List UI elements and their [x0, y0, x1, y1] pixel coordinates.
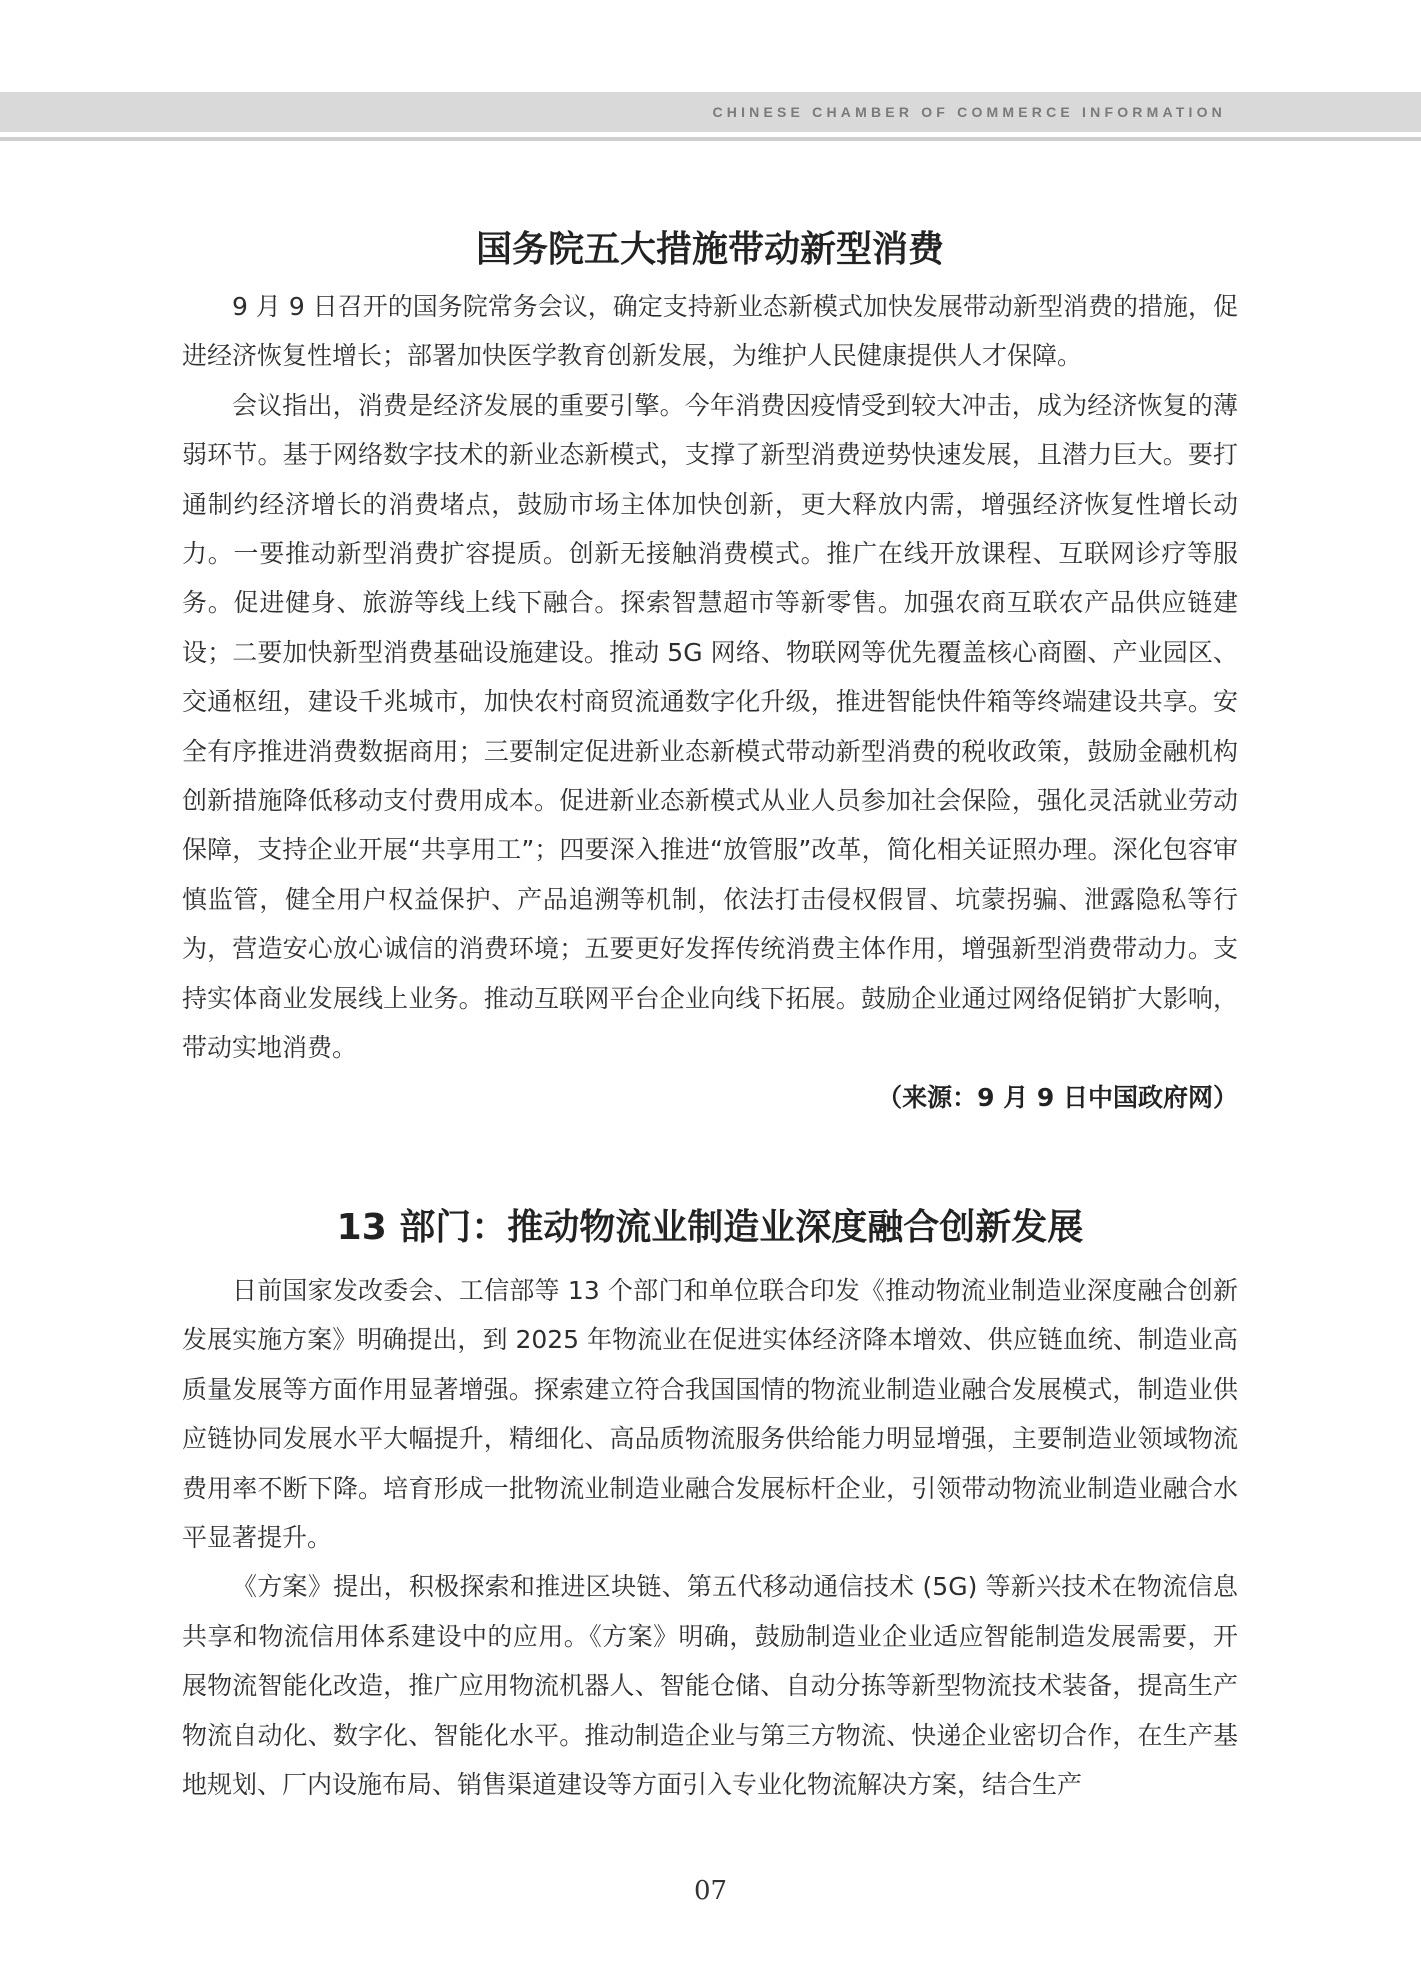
article-paragraph: 9 月 9 日召开的国务院常务会议，确定支持新业态新模式加快发展带动新型消费的措施，促进经济恢复性增长；部署加快医学教育创新发展，为维护人民健康提供人才保障。 [182, 292, 1238, 371]
header-divider [0, 137, 1421, 141]
article-state-council [182, 222, 1238, 1122]
article-paragraph: 《方案》提出，积极探索和推进区块链、第五代移动通信技术 (5G) 等新兴技术在物流信息共享和物流信用体系建设中的应用。《方案》明确，鼓励制造业企业适应智能制造发展需要，开展物流智能化改造，推广应用物流机器人、智能仓储、自动分拣等新型物流技术装备，提高生产物流自动化、数字化、智能化水平。推动制造企业与第三方物流、快递企业密切合作，在生产基地规划、厂内设施布局、销售渠道建设等方面引入专业化物流解决方案，结合生产 [182, 1572, 1238, 1800]
article-paragraph: 会议指出，消费是经济发展的重要引擎。今年消费因疫情受到较大冲击，成为经济恢复的薄弱环节。基于网络数字技术的新业态新模式，支撑了新型消费逆势快速发展，且潜力巨大。要打通制约经济增长的消费堵点，鼓励市场主体加快创新，更大释放内需，增强经济恢复性增长动力。一要推动新型消费扩容提质。创新无接触消费模式。推广在线开放课程、互联网诊疗等服务。促进健身、旅游等线上线下融合。探索智慧超市等新零售。加强农商互联农产品供应链建设；二要加快新型消费基础设施建设。推动 5G 网络、物联网等优先覆盖核心商圈、产业园区、交通枢纽，建设千兆城市，加快农村商贸流通数字化升级，推进智能快件箱等终端建设共享。安全有序推进消费数据商用；三要制定促进新业态新模式带动新型消费的税收政策，鼓励金融机构创新措施降低移动支付费用成本。促进新业态新模式从业人员参加社会保险，强化灵活就业劳动保障，支持企业开展“共享用工”；四要深入推进“放管服”改革，简化相关证照办理。深化包容审慎监管，健全用户权益保护、产品追溯等机制，依法打击侵权假冒、坑蒙拐骗、泄露隐私等行为，营造安心放心诚信的消费环境；五要更好发挥传统消费主体作用，增强新型消费带动力。支持实体商业发展线上业务。推动互联网平台企业向线下拓展。鼓励企业通过网络促销扩大影响，带动实地消费。 [182, 390, 1238, 1063]
article-title: 13 部门：推动物流业制造业深度融合创新发展 [336, 1207, 1084, 1248]
page-number: 07 [693, 1876, 728, 1906]
article-paragraph: 日前国家发改委会、工信部等 13 个部门和单位联合印发《推动物流业制造业深度融合创新发展实施方案》明确提出，到 2025 年物流业在促进实体经济降本增效、供应链血统、制造业高质量发展等方面作用显著增强。探索建立符合我国国情的物流业制造业融合发展模式，制造业供应链协同发展水平大幅提升，精细化、高品质物流服务供给能力明显增强，主要制造业领域物流费用率不断下降。培育形成一批物流业制造业融合发展标杆企业，引领带动物流业制造业融合水平显著提升。 [182, 1276, 1238, 1553]
article-title: 国务院五大措施带动新型消费 [475, 229, 944, 270]
article-logistics [182, 1200, 1238, 1809]
article-source: （来源：9 月 9 日中国政府网） [877, 1082, 1238, 1112]
running-title: CHINESE CHAMBER OF COMMERCE INFORMATION [712, 104, 1226, 120]
